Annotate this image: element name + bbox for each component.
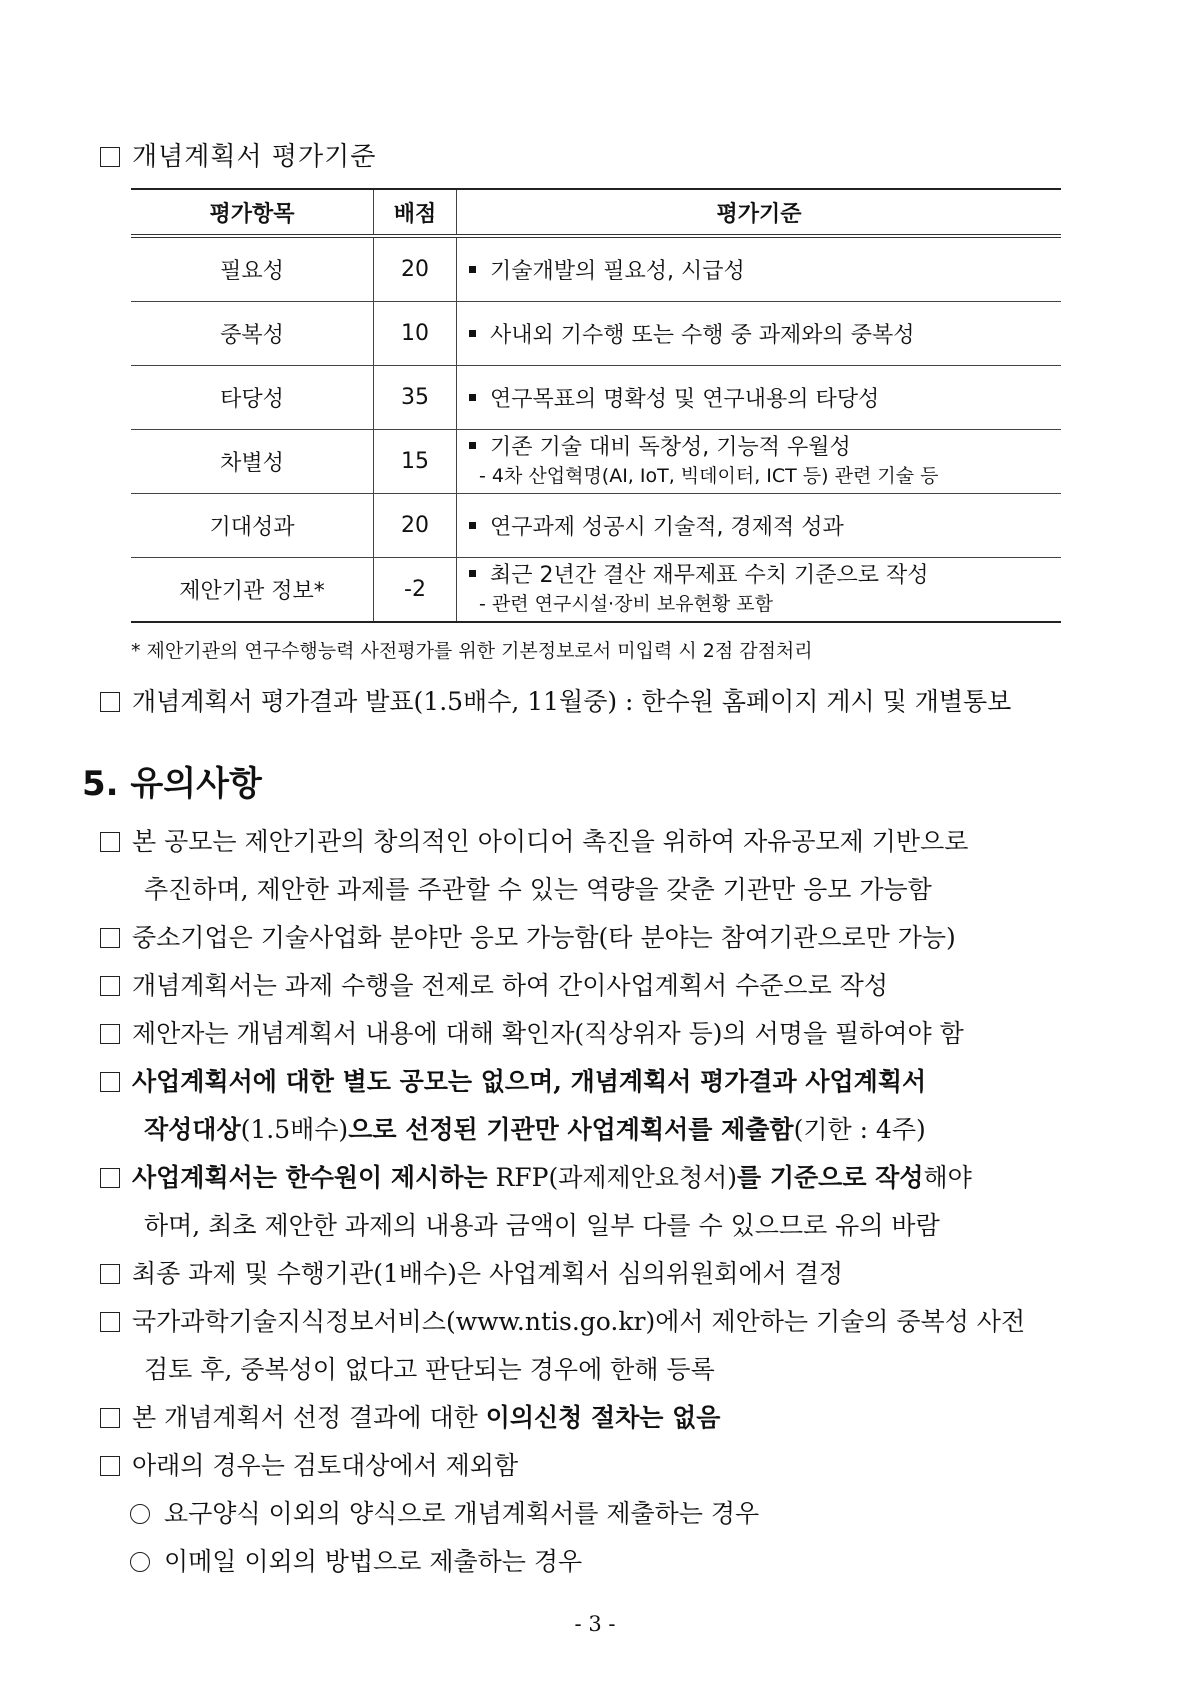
row-score: 20 xyxy=(374,494,457,558)
list-item: 본 개념계획서 선정 결과에 대한 이의신청 절차는 없음 xyxy=(100,1394,1110,1442)
checkbox-square-icon xyxy=(100,928,120,948)
column-header-item: 평가항목 xyxy=(131,189,374,236)
column-header-criteria: 평가기준 xyxy=(457,189,1062,236)
row-criteria: 연구과제 성공시 기술적, 경제적 성과 xyxy=(457,494,1062,558)
notes-list xyxy=(100,818,1110,1586)
checkbox-square-icon xyxy=(100,832,120,852)
table-row xyxy=(131,236,1061,302)
row-item: 차별성 xyxy=(131,430,374,494)
row-score: 35 xyxy=(374,366,457,430)
table-row xyxy=(131,430,1061,494)
checkbox-square-icon xyxy=(100,1264,120,1284)
section-title: 5. 유의사항 xyxy=(82,764,262,804)
announcement: 개념계획서 평가결과 발표(1.5배수, 11월중) : 한수원 홈페이지 게시 및 개별통보 xyxy=(100,682,1011,718)
square-bullet-icon xyxy=(469,394,476,401)
checkbox-square-icon xyxy=(100,1408,120,1428)
list-item-continuation: 검토 후, 중복성이 없다고 판단되는 경우에 한해 등록 xyxy=(144,1355,715,1384)
list-item-continuation: 하며, 최초 제안한 과제의 내용과 금액이 일부 다를 수 있으므로 유의 바람 xyxy=(144,1211,940,1240)
row-score: 20 xyxy=(374,236,457,302)
square-bullet-icon xyxy=(469,266,476,273)
row-criteria: 연구목표의 명확성 및 연구내용의 타당성 xyxy=(457,366,1062,430)
row-item: 제안기관 정보* xyxy=(131,558,374,623)
checkbox-square-icon xyxy=(100,1168,120,1188)
sub-list-item: 이메일 이외의 방법으로 제출하는 경우 xyxy=(100,1538,1110,1586)
square-bullet-icon xyxy=(469,330,476,337)
list-item: 아래의 경우는 검토대상에서 제외함 xyxy=(100,1442,1110,1490)
square-bullet-icon xyxy=(469,442,476,449)
list-item: 제안자는 개념계획서 내용에 대해 확인자(직상위자 등)의 서명을 필하여야 함 xyxy=(100,1010,1110,1058)
list-item: 국가과학기술지식정보서비스(www.ntis.go.kr)에서 제안하는 기술의 중복성 사전 xyxy=(100,1298,1110,1346)
circle-bullet-icon xyxy=(130,1552,150,1572)
list-item: 개념계획서는 과제 수행을 전제로 하여 간이사업계획서 수준으로 작성 xyxy=(100,962,1110,1010)
list-item: 사업계획서에 대한 별도 공모는 없으며, 개념계획서 평가결과 사업계획서 xyxy=(100,1058,1110,1106)
checkbox-square-icon xyxy=(100,1072,120,1092)
row-criteria: 최근 2년간 결산 재무제표 수치 기준으로 작성 - 관련 연구시설·장비 보유현황 포함 xyxy=(457,558,1062,623)
circle-bullet-icon xyxy=(130,1504,150,1524)
row-criteria-sub: - 관련 연구시설·장비 보유현황 포함 xyxy=(479,592,774,615)
square-bullet-icon xyxy=(469,522,476,529)
checkbox-square-icon xyxy=(100,692,120,712)
page-number: - 3 - xyxy=(574,1612,616,1636)
list-item: 본 공모는 제안기관의 창의적인 아이디어 촉진을 위하여 자유공모제 기반으로 xyxy=(100,818,1110,866)
row-criteria: 기술개발의 필요성, 시급성 xyxy=(457,236,1062,302)
row-item: 기대성과 xyxy=(131,494,374,558)
row-item: 타당성 xyxy=(131,366,374,430)
checkbox-square-icon xyxy=(100,976,120,996)
list-item: 중소기업은 기술사업화 분야만 응모 가능함(타 분야는 참여기관으로만 가능) xyxy=(100,914,1110,962)
checkbox-square-icon xyxy=(100,147,120,167)
row-criteria: 사내외 기수행 또는 수행 중 과제와의 중복성 xyxy=(457,302,1062,366)
row-score: 10 xyxy=(374,302,457,366)
table-row xyxy=(131,366,1061,430)
row-criteria: 기존 기술 대비 독창성, 기능적 우월성 - 4차 산업혁명(AI, IoT, 빅데이터, ICT 등) 관련 기술 등 xyxy=(457,430,1062,494)
list-item: 사업계획서는 한수원이 제시하는 RFP(과제제안요청서)를 기준으로 작성해야 xyxy=(100,1154,1110,1202)
table-footnote: * 제안기관의 연구수행능력 사전평가를 위한 기본정보로서 미입력 시 2점 감점처리 xyxy=(131,640,813,662)
row-score: 15 xyxy=(374,430,457,494)
row-item: 중복성 xyxy=(131,302,374,366)
criteria-table xyxy=(131,188,1061,623)
checkbox-square-icon xyxy=(100,1024,120,1044)
row-score: -2 xyxy=(374,558,457,623)
criteria-heading: 개념계획서 평가기준 xyxy=(100,136,376,173)
row-item: 필요성 xyxy=(131,236,374,302)
checkbox-square-icon xyxy=(100,1312,120,1332)
checkbox-square-icon xyxy=(100,1456,120,1476)
list-item-continuation: 작성대상(1.5배수)으로 선정된 기관만 사업계획서를 제출함(기한 : 4주) xyxy=(144,1115,926,1144)
square-bullet-icon xyxy=(469,570,476,577)
table-header-row xyxy=(131,189,1061,236)
column-header-score: 배점 xyxy=(374,189,457,236)
table-row xyxy=(131,558,1061,623)
list-item-continuation: 추진하며, 제안한 과제를 주관할 수 있는 역량을 갖춘 기관만 응모 가능함 xyxy=(144,875,932,904)
sub-list-item: 요구양식 이외의 양식으로 개념계획서를 제출하는 경우 xyxy=(100,1490,1110,1538)
list-item: 최종 과제 및 수행기관(1배수)은 사업계획서 심의위원회에서 결정 xyxy=(100,1250,1110,1298)
row-criteria-sub: - 4차 산업혁명(AI, IoT, 빅데이터, ICT 등) 관련 기술 등 xyxy=(479,464,939,487)
table-row xyxy=(131,494,1061,558)
table-row xyxy=(131,302,1061,366)
